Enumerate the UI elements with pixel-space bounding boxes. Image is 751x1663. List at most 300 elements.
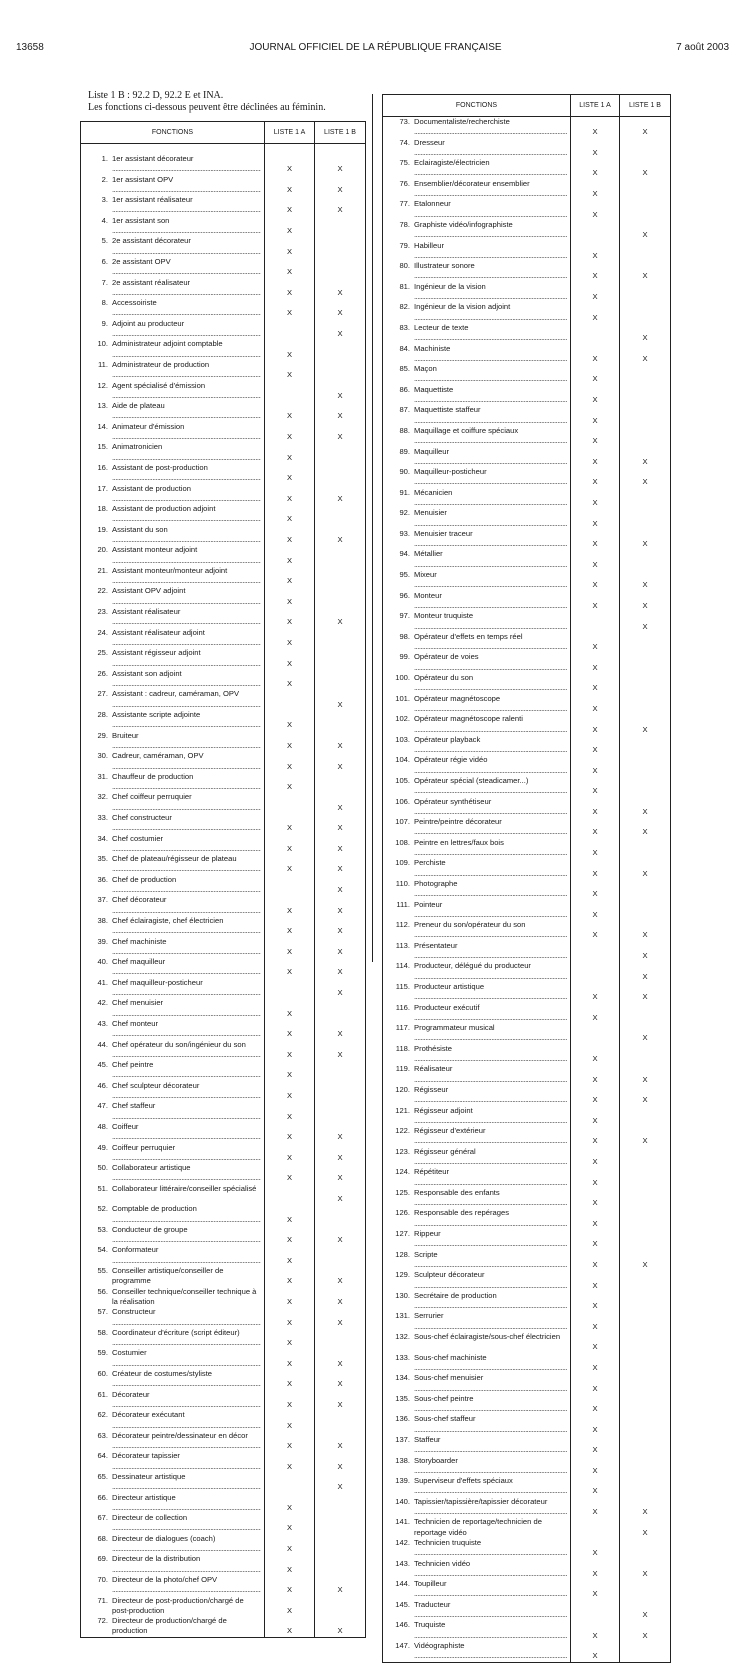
table-row bbox=[383, 344, 671, 365]
function-number: 145. bbox=[395, 1599, 410, 1609]
function-cell bbox=[81, 854, 265, 875]
function-cell bbox=[383, 735, 571, 756]
function-number: 78. bbox=[399, 219, 410, 229]
function-label: Coiffeur perruquier ..... bbox=[112, 1143, 261, 1164]
function-label: 2e assistant décorateur ..... bbox=[112, 236, 261, 257]
function-cell bbox=[383, 1517, 571, 1538]
table-row bbox=[81, 1019, 366, 1040]
table-row bbox=[383, 364, 671, 385]
function-label: Régisseur général ..... bbox=[414, 1147, 567, 1168]
function-number: 29. bbox=[97, 730, 108, 740]
function-number: 141. bbox=[395, 1517, 410, 1527]
liste-1a-mark: X bbox=[265, 1225, 315, 1246]
function-number: 52. bbox=[97, 1204, 108, 1214]
liste-1a-mark: X bbox=[571, 1106, 620, 1127]
table-row bbox=[383, 117, 671, 138]
function-cell bbox=[383, 1229, 571, 1250]
liste-1b-mark bbox=[620, 755, 671, 776]
liste-1a-mark: X bbox=[571, 1188, 620, 1209]
table-row bbox=[383, 632, 671, 653]
function-cell bbox=[383, 1291, 571, 1312]
function-number: 100. bbox=[395, 673, 410, 683]
liste-1a-mark: X bbox=[571, 549, 620, 570]
liste-1a-mark: X bbox=[571, 694, 620, 715]
table-row bbox=[81, 1163, 366, 1184]
liste-1a-mark: X bbox=[265, 1101, 315, 1122]
function-label: Métallier ..... bbox=[414, 549, 567, 570]
function-label: Chef sculpteur décorateur ..... bbox=[112, 1081, 261, 1102]
table-row bbox=[81, 978, 366, 999]
function-label: Eclairagiste/électricien ..... bbox=[414, 158, 567, 179]
liste-1a-mark: X bbox=[571, 1311, 620, 1332]
table-row bbox=[81, 401, 366, 422]
liste-1a-mark: X bbox=[265, 1060, 315, 1081]
liste-1a-mark: X bbox=[571, 1291, 620, 1312]
function-cell bbox=[81, 175, 265, 196]
function-number: 73. bbox=[399, 117, 410, 126]
table-row bbox=[383, 797, 671, 818]
function-number: 134. bbox=[395, 1373, 410, 1383]
function-label: Peintre/peintre décorateur ..... bbox=[414, 817, 567, 838]
function-number: 98. bbox=[399, 631, 410, 641]
function-number: 111. bbox=[396, 899, 410, 909]
liste-1b-mark bbox=[315, 236, 366, 257]
liste-1b-mark bbox=[315, 216, 366, 237]
function-number: 20. bbox=[97, 545, 108, 555]
function-label: Maquettiste staffeur ..... bbox=[414, 405, 567, 426]
function-label: Monteur truquiste ..... bbox=[414, 611, 567, 632]
liste-1a-mark bbox=[571, 1600, 620, 1621]
function-label: Producteur exécutif ..... bbox=[414, 1003, 567, 1024]
function-number: 122. bbox=[395, 1126, 410, 1136]
function-label: Secrétaire de production ..... bbox=[414, 1291, 567, 1312]
liste-1a-mark bbox=[265, 875, 315, 896]
list-intro-title: Liste 1 B : 92.2 D, 92.2 E et INA. bbox=[88, 90, 224, 101]
function-cell bbox=[383, 158, 571, 179]
function-cell bbox=[383, 529, 571, 550]
function-cell bbox=[383, 488, 571, 509]
table-row bbox=[383, 961, 671, 982]
function-label: Conseiller artistique/conseiller de programme bbox=[112, 1266, 224, 1286]
liste-1b-mark: X bbox=[620, 591, 671, 612]
function-label: Administrateur adjoint comptable ..... bbox=[112, 339, 261, 360]
function-label: Documentaliste/recherchiste ..... bbox=[414, 117, 567, 138]
liste-1a-mark: X bbox=[571, 776, 620, 797]
table-row bbox=[81, 751, 366, 772]
function-label: Assistant son adjoint ..... bbox=[112, 669, 261, 690]
table-row bbox=[383, 405, 671, 426]
liste-1b-mark: X bbox=[620, 1250, 671, 1271]
liste-1b-mark bbox=[620, 1456, 671, 1477]
liste-1b-mark bbox=[315, 628, 366, 649]
liste-1a-mark: X bbox=[265, 998, 315, 1019]
liste-1a-mark: X bbox=[265, 1266, 315, 1287]
function-cell bbox=[81, 751, 265, 772]
function-number: 103. bbox=[395, 734, 410, 744]
function-cell bbox=[81, 319, 265, 340]
liste-1a-mark: X bbox=[571, 570, 620, 591]
liste-1a-mark: X bbox=[265, 401, 315, 422]
function-number: 42. bbox=[97, 998, 108, 1008]
function-label: Traducteur ..... bbox=[414, 1600, 567, 1621]
liste-1a-mark: X bbox=[571, 1497, 620, 1518]
function-cell bbox=[81, 1575, 265, 1596]
function-number: 107. bbox=[395, 817, 410, 827]
table-row bbox=[81, 1266, 366, 1287]
function-label: 2e assistant réalisateur ..... bbox=[112, 278, 261, 299]
function-label: Collaborateur artistique ..... bbox=[112, 1163, 261, 1184]
liste-1a-mark bbox=[571, 1517, 620, 1538]
function-number: 82. bbox=[399, 302, 410, 312]
liste-1b-mark: X bbox=[315, 175, 366, 196]
table-row bbox=[81, 648, 366, 669]
liste-1b-mark: X bbox=[315, 381, 366, 402]
liste-1b-mark: X bbox=[620, 982, 671, 1003]
liste-1a-mark: X bbox=[571, 982, 620, 1003]
liste-1b-mark: X bbox=[315, 895, 366, 916]
liste-1a-mark: X bbox=[265, 1307, 315, 1328]
function-number: 99. bbox=[399, 652, 410, 662]
function-label: Dresseur ..... bbox=[414, 138, 567, 159]
function-cell bbox=[383, 900, 571, 921]
liste-1a-mark: X bbox=[265, 1616, 315, 1637]
function-number: 10. bbox=[97, 339, 108, 349]
function-cell bbox=[81, 813, 265, 834]
liste-1a-mark: X bbox=[265, 175, 315, 196]
function-label: Graphiste vidéo/infographiste ..... bbox=[414, 220, 567, 241]
table-row bbox=[383, 323, 671, 344]
liste-1b-mark bbox=[620, 1538, 671, 1559]
function-label: Décorateur exécutant ..... bbox=[112, 1410, 261, 1431]
liste-1b-mark: X bbox=[315, 751, 366, 772]
table-row bbox=[81, 236, 366, 257]
function-label: Conseiller technique/conseiller technique à la réalisation bbox=[112, 1286, 257, 1306]
liste-1b-mark: X bbox=[620, 1517, 671, 1538]
liste-1b-mark: X bbox=[620, 1600, 671, 1621]
function-number: 101. bbox=[395, 693, 410, 703]
liste-1a-mark: X bbox=[571, 241, 620, 262]
function-number: 35. bbox=[97, 854, 108, 864]
liste-1b-mark: X bbox=[620, 1620, 671, 1641]
function-number: 55. bbox=[97, 1266, 108, 1276]
function-label: Illustrateur sonore ..... bbox=[414, 261, 567, 282]
liste-1a-mark: X bbox=[265, 1390, 315, 1411]
function-cell bbox=[383, 1456, 571, 1477]
function-cell bbox=[383, 714, 571, 735]
function-label: Opérateur du son ..... bbox=[414, 673, 567, 694]
function-label: Mixeur ..... bbox=[414, 570, 567, 591]
liste-1a-mark: X bbox=[571, 1394, 620, 1415]
function-cell bbox=[383, 179, 571, 200]
liste-1a-mark: X bbox=[265, 1554, 315, 1575]
liste-1a-mark: X bbox=[265, 957, 315, 978]
function-number: 47. bbox=[97, 1101, 108, 1111]
liste-1a-mark: X bbox=[265, 257, 315, 278]
function-label: Pointeur ..... bbox=[414, 900, 567, 921]
liste-1b-mark: X bbox=[315, 731, 366, 752]
liste-1b-mark: X bbox=[620, 1085, 671, 1106]
function-cell bbox=[81, 1390, 265, 1411]
liste-1a-mark: X bbox=[571, 1126, 620, 1147]
function-label: Chef constructeur ..... bbox=[112, 813, 261, 834]
function-number: 95. bbox=[399, 570, 410, 580]
function-label: Chef staffeur ..... bbox=[112, 1101, 261, 1122]
liste-1a-mark: X bbox=[571, 282, 620, 303]
table-row bbox=[383, 1373, 671, 1394]
liste-1b-mark: X bbox=[620, 714, 671, 735]
liste-1b-mark bbox=[620, 776, 671, 797]
liste-1b-mark bbox=[620, 694, 671, 715]
table-row bbox=[383, 447, 671, 468]
function-number: 146. bbox=[395, 1620, 410, 1630]
liste-1b-mark bbox=[315, 463, 366, 484]
functions-table-right bbox=[382, 94, 671, 1663]
liste-1b-mark: X bbox=[620, 570, 671, 591]
liste-1b-mark bbox=[315, 504, 366, 525]
table-row bbox=[383, 673, 671, 694]
function-label: Habilleur ..... bbox=[414, 241, 567, 262]
table-row bbox=[81, 257, 366, 278]
function-cell bbox=[81, 1245, 265, 1266]
table-row bbox=[383, 1559, 671, 1580]
table-row bbox=[81, 937, 366, 958]
function-cell bbox=[383, 241, 571, 262]
function-number: 60. bbox=[97, 1369, 108, 1379]
table-row bbox=[81, 731, 366, 752]
table-row bbox=[383, 982, 671, 1003]
liste-1a-mark bbox=[571, 941, 620, 962]
header-liste-1a: LISTE 1 A bbox=[571, 95, 620, 117]
liste-1b-mark bbox=[315, 1513, 366, 1534]
table-row bbox=[383, 179, 671, 200]
liste-1a-mark: X bbox=[571, 1250, 620, 1271]
liste-1b-mark: X bbox=[315, 813, 366, 834]
function-number: 116. bbox=[395, 1002, 410, 1012]
function-cell bbox=[383, 879, 571, 900]
liste-1b-mark bbox=[315, 1204, 366, 1225]
function-label: Directeur de production/chargé de production bbox=[112, 1616, 227, 1636]
function-cell bbox=[81, 422, 265, 443]
liste-1a-mark: X bbox=[571, 1208, 620, 1229]
function-number: 79. bbox=[399, 240, 410, 250]
liste-1b-mark bbox=[620, 179, 671, 200]
table-row bbox=[81, 1184, 366, 1205]
liste-1b-mark: X bbox=[620, 817, 671, 838]
table-row bbox=[81, 566, 366, 587]
function-label: Vidéographiste ..... bbox=[414, 1641, 567, 1662]
liste-1a-mark: X bbox=[265, 1122, 315, 1143]
liste-1b-mark: X bbox=[315, 1019, 366, 1040]
function-label: Décorateur tapissier ..... bbox=[112, 1451, 261, 1472]
liste-1a-mark: X bbox=[265, 731, 315, 752]
function-cell bbox=[81, 1266, 265, 1287]
function-number: 11. bbox=[98, 359, 108, 369]
liste-1b-mark: X bbox=[315, 978, 366, 999]
function-label: Chauffeur de production ..... bbox=[112, 772, 261, 793]
liste-1a-mark bbox=[265, 689, 315, 710]
liste-1a-mark: X bbox=[571, 1085, 620, 1106]
liste-1a-mark: X bbox=[265, 236, 315, 257]
liste-1a-mark: X bbox=[571, 673, 620, 694]
function-number: 53. bbox=[97, 1224, 108, 1234]
function-label: Accessoiriste ..... bbox=[112, 298, 261, 319]
function-number: 44. bbox=[97, 1039, 108, 1049]
liste-1a-mark bbox=[571, 961, 620, 982]
table-row bbox=[81, 1431, 366, 1452]
function-cell bbox=[81, 504, 265, 525]
table-row bbox=[383, 1167, 671, 1188]
liste-1a-mark: X bbox=[265, 1431, 315, 1452]
table-row bbox=[383, 652, 671, 673]
liste-1a-mark: X bbox=[265, 586, 315, 607]
function-label: Lecteur de texte ..... bbox=[414, 323, 567, 344]
function-number: 67. bbox=[97, 1513, 108, 1523]
liste-1b-mark bbox=[620, 1147, 671, 1168]
table-row bbox=[383, 426, 671, 447]
function-number: 56. bbox=[97, 1286, 108, 1296]
liste-1b-mark: X bbox=[315, 1472, 366, 1493]
function-label: Maçon ..... bbox=[414, 364, 567, 385]
liste-1a-mark: X bbox=[571, 447, 620, 468]
function-number: 54. bbox=[97, 1245, 108, 1255]
table-header bbox=[81, 122, 366, 144]
function-cell bbox=[81, 1122, 265, 1143]
function-number: 27. bbox=[97, 689, 108, 699]
function-number: 31. bbox=[97, 771, 108, 781]
function-label: Aide de plateau ..... bbox=[112, 401, 261, 422]
liste-1b-mark bbox=[620, 632, 671, 653]
function-cell bbox=[81, 484, 265, 505]
function-number: 144. bbox=[395, 1579, 410, 1589]
liste-1a-mark: X bbox=[265, 360, 315, 381]
table-row bbox=[81, 339, 366, 360]
liste-1a-mark: X bbox=[571, 508, 620, 529]
function-cell bbox=[81, 1554, 265, 1575]
function-label: Directeur artistique ..... bbox=[112, 1493, 261, 1514]
table-row bbox=[81, 1060, 366, 1081]
liste-1b-mark: X bbox=[315, 957, 366, 978]
function-label: Opérateur playback ..... bbox=[414, 735, 567, 756]
liste-1b-mark bbox=[620, 652, 671, 673]
liste-1b-mark bbox=[315, 1245, 366, 1266]
function-label: Chef monteur ..... bbox=[112, 1019, 261, 1040]
function-cell bbox=[383, 1311, 571, 1332]
function-number: 4. bbox=[101, 215, 108, 225]
liste-1b-mark bbox=[315, 772, 366, 793]
liste-1a-mark: X bbox=[265, 1019, 315, 1040]
liste-1b-mark bbox=[620, 364, 671, 385]
liste-1a-mark: X bbox=[265, 298, 315, 319]
function-cell bbox=[81, 834, 265, 855]
function-label: Coordinateur d'écriture (script éditeur) ..... bbox=[112, 1328, 261, 1349]
liste-1a-mark: X bbox=[571, 652, 620, 673]
function-label: Technicien de reportage/technicien de reportage vidéo bbox=[414, 1517, 542, 1537]
table-row bbox=[383, 755, 671, 776]
function-cell bbox=[81, 1513, 265, 1534]
function-number: 91. bbox=[399, 487, 410, 497]
liste-1a-mark: X bbox=[571, 900, 620, 921]
table-row bbox=[81, 875, 366, 896]
table-row bbox=[383, 1044, 671, 1065]
table-row bbox=[81, 957, 366, 978]
liste-1b-mark: X bbox=[315, 319, 366, 340]
function-number: 87. bbox=[399, 405, 410, 415]
function-cell bbox=[81, 1019, 265, 1040]
liste-1a-mark: X bbox=[571, 1641, 620, 1662]
liste-1b-mark bbox=[620, 1353, 671, 1374]
table-row bbox=[81, 710, 366, 731]
function-number: 119. bbox=[395, 1064, 410, 1074]
function-number: 8. bbox=[101, 298, 108, 308]
liste-1b-mark bbox=[315, 1534, 366, 1555]
publication-date: 7 août 2003 bbox=[676, 42, 729, 53]
liste-1b-mark bbox=[620, 1167, 671, 1188]
liste-1b-mark: X bbox=[620, 611, 671, 632]
function-number: 132. bbox=[395, 1332, 410, 1342]
function-cell bbox=[383, 426, 571, 447]
function-cell bbox=[81, 442, 265, 463]
function-cell bbox=[81, 298, 265, 319]
function-cell bbox=[81, 875, 265, 896]
liste-1b-mark bbox=[620, 1311, 671, 1332]
table-row bbox=[81, 1575, 366, 1596]
liste-1b-mark bbox=[620, 1044, 671, 1065]
liste-1a-mark: X bbox=[265, 339, 315, 360]
function-cell bbox=[383, 1394, 571, 1415]
function-label: Animatronicien ..... bbox=[112, 442, 261, 463]
liste-1b-mark bbox=[620, 673, 671, 694]
function-label: Opérateur synthétiseur ..... bbox=[414, 797, 567, 818]
liste-1a-mark: X bbox=[571, 632, 620, 653]
function-cell bbox=[383, 1188, 571, 1209]
liste-1a-mark: X bbox=[265, 628, 315, 649]
function-label: Comptable de production ..... bbox=[112, 1204, 261, 1225]
table-row bbox=[81, 1390, 366, 1411]
function-label: Chef de plateau/régisseur de plateau ..... bbox=[112, 854, 261, 875]
function-number: 118. bbox=[395, 1043, 410, 1053]
liste-1b-mark: X bbox=[620, 529, 671, 550]
function-number: 15. bbox=[97, 442, 108, 452]
liste-1b-mark: X bbox=[620, 261, 671, 282]
function-label: Responsable des enfants ..... bbox=[414, 1188, 567, 1209]
table-row bbox=[383, 900, 671, 921]
table-row bbox=[81, 586, 366, 607]
function-cell bbox=[383, 1270, 571, 1291]
function-label: Coiffeur ..... bbox=[112, 1122, 261, 1143]
liste-1b-mark bbox=[620, 199, 671, 220]
liste-1b-mark bbox=[620, 1003, 671, 1024]
function-number: 97. bbox=[399, 611, 410, 621]
liste-1b-mark bbox=[620, 1394, 671, 1415]
function-label: Directeur de la photo/chef OPV ..... bbox=[112, 1575, 261, 1596]
function-label: Chef coiffeur perruquier ..... bbox=[112, 792, 261, 813]
table-row bbox=[383, 570, 671, 591]
function-number: 129. bbox=[395, 1270, 410, 1280]
liste-1b-mark bbox=[620, 735, 671, 756]
table-row bbox=[81, 360, 366, 381]
journal-title: JOURNAL OFFICIEL DE LA RÉPUBLIQUE FRANÇAISE bbox=[249, 42, 502, 53]
liste-1b-mark: X bbox=[620, 117, 671, 138]
function-number: 127. bbox=[395, 1229, 410, 1239]
liste-1b-mark: X bbox=[620, 158, 671, 179]
function-label: Truquiste ..... bbox=[414, 1620, 567, 1641]
table-row bbox=[383, 879, 671, 900]
function-number: 71. bbox=[97, 1595, 108, 1605]
function-cell bbox=[383, 1126, 571, 1147]
function-number: 26. bbox=[97, 668, 108, 678]
liste-1b-mark bbox=[315, 1596, 366, 1617]
function-number: 43. bbox=[97, 1018, 108, 1028]
